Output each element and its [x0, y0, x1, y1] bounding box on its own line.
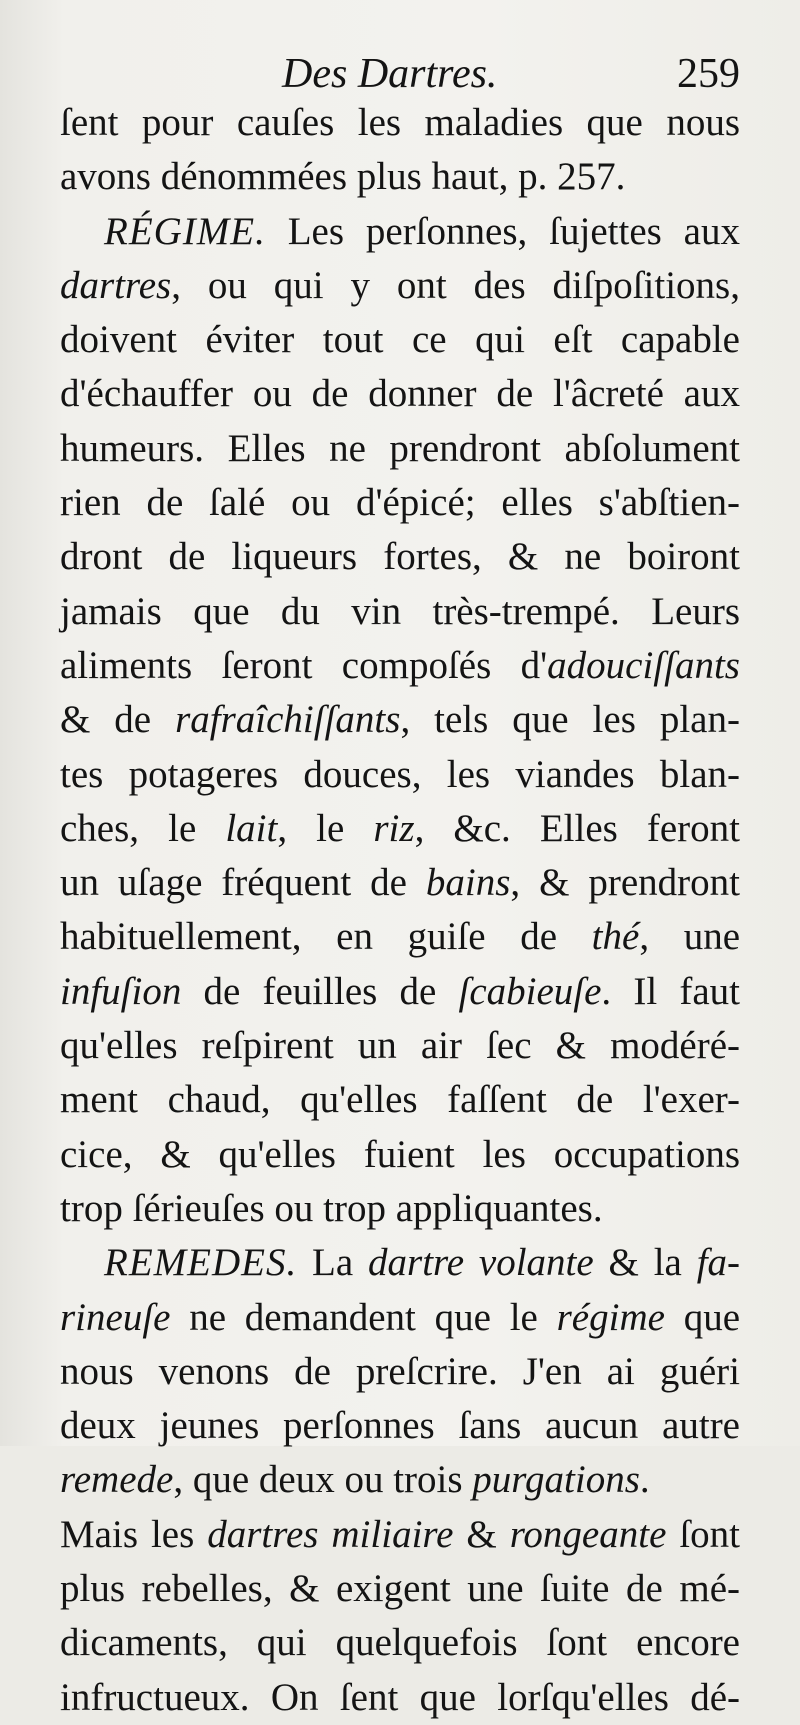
text-line [60, 96, 740, 150]
text-segment: & de [60, 698, 176, 742]
text-line [60, 313, 740, 367]
text-segment: trop ſérieuſes ou trop appliquantes. [60, 1186, 603, 1230]
text-segment: Les perſonnes, ſujettes aux [265, 209, 740, 253]
text-segment: ſont [666, 1512, 740, 1556]
text-segment: infructueux. On ſent que lorſqu'elles dé- [60, 1675, 740, 1719]
text-segment: habituellement, en guiſe de [60, 915, 592, 959]
text-segment: , tels que les plan- [400, 698, 740, 742]
text-segment: dront de liqueurs fortes, & ne boiront [60, 535, 740, 579]
italic-text: purgations [472, 1458, 640, 1502]
text-line [60, 1236, 740, 1290]
text-line [60, 1128, 740, 1182]
section-heading: RÉGIME. [104, 209, 266, 253]
text-line [60, 693, 740, 747]
text-segment: , le [277, 806, 374, 850]
text-segment: , & prendront [510, 861, 740, 905]
text-line [60, 476, 740, 530]
text-line [60, 205, 740, 259]
text-segment: , &c. Elles feront [414, 806, 741, 850]
running-title: Des Dartres. [282, 51, 498, 97]
italic-text: ſcabieuſe [458, 969, 602, 1013]
text-segment: & la [593, 1241, 697, 1285]
text-segment: doivent éviter tout ce qui eſt capable [60, 318, 740, 362]
text-line [60, 856, 740, 910]
italic-text: lait [225, 806, 278, 850]
text-segment: ſent pour cauſes les maladies que nous [60, 101, 740, 144]
text-line [60, 1616, 740, 1670]
text-segment: ches, le [60, 806, 226, 850]
italic-text: dartre volante [368, 1241, 594, 1285]
text-line [60, 1671, 740, 1725]
text-line [60, 367, 740, 421]
italic-text: dartres miliaire [207, 1512, 454, 1556]
text-segment: jamais que du vin très-trempé. Leurs [60, 589, 740, 633]
page-number: 259 [677, 51, 740, 97]
text-segment: rien de ſalé ou d'épicé; elles s'abſtien- [60, 481, 740, 525]
page-header [60, 44, 740, 104]
italic-text: bains [425, 861, 511, 905]
text-line [60, 802, 740, 856]
text-segment: ment chaud, qu'elles faſſent de l'exer- [60, 1078, 740, 1122]
text-segment: de feuilles de [181, 969, 459, 1013]
text-segment: ne demandent que le [170, 1295, 557, 1339]
text-segment: aliments ſeront compoſés d' [60, 643, 548, 687]
text-segment: , ou qui y ont des diſpoſitions, [171, 263, 740, 307]
text-line [60, 585, 740, 639]
text-line [60, 748, 740, 802]
text-segment: avons dénommées plus haut, p. 257. [60, 155, 626, 199]
text-line [60, 422, 740, 476]
text-line [60, 530, 740, 584]
text-segment: que [664, 1295, 741, 1339]
text-segment: un uſage fréquent de [60, 861, 426, 905]
text-segment: qu'elles reſpirent un air ſec & modéré- [60, 1024, 740, 1068]
italic-text: rongeante [509, 1512, 667, 1556]
italic-text: fa- [696, 1241, 741, 1285]
text-line [60, 150, 740, 204]
text-segment: & [453, 1512, 510, 1556]
text-segment: . Il faut [601, 969, 740, 1013]
text-line [60, 259, 740, 313]
italic-text: rineuſe [60, 1295, 171, 1339]
text-segment: tes potageres douces, les viandes blan- [60, 752, 740, 796]
italic-text: dartres [60, 263, 172, 307]
text-segment: , que deux ou trois [173, 1458, 473, 1502]
italic-text: rafraîchiſſants [175, 698, 401, 742]
text-line [60, 1399, 740, 1453]
text-segment: deux jeunes perſonnes ſans aucun autre [60, 1404, 740, 1448]
text-line [60, 1073, 740, 1127]
text-segment: , une [639, 915, 741, 959]
text-line [60, 639, 740, 693]
text-segment: plus rebelles, & exigent une ſuite de mé- [60, 1567, 740, 1611]
text-line [60, 1182, 740, 1236]
italic-text: riz [373, 806, 415, 850]
text-segment: La [297, 1241, 369, 1285]
text-line [60, 1508, 740, 1562]
italic-text: adouciſſants [547, 643, 740, 687]
italic-text: remede [60, 1458, 174, 1502]
text-segment: humeurs. Elles ne prendront abſolument [60, 426, 740, 470]
text-line [60, 1453, 740, 1507]
italic-text: infuſion [60, 969, 182, 1013]
text-segment: dicaments, qui quelquefois ſont encore [60, 1621, 740, 1665]
italic-text: régime [556, 1295, 665, 1339]
text-segment: . [639, 1458, 650, 1502]
text-segment: nous venons de preſcrire. J'en ai guéri [60, 1349, 740, 1393]
text-line [60, 1562, 740, 1616]
text-segment: d'échauffer ou de donner de l'âcreté aux [60, 372, 740, 416]
text-segment: cice, & qu'elles fuient les occupations [60, 1132, 740, 1176]
italic-text: thé [591, 915, 640, 959]
text-line [60, 965, 740, 1019]
text-line [60, 1019, 740, 1073]
section-heading: REMEDES. [104, 1241, 298, 1285]
text-line [60, 910, 740, 964]
text-line [60, 1291, 740, 1345]
text-segment: Mais les [60, 1512, 208, 1556]
text-line [60, 1345, 740, 1399]
body-text [60, 96, 740, 1725]
